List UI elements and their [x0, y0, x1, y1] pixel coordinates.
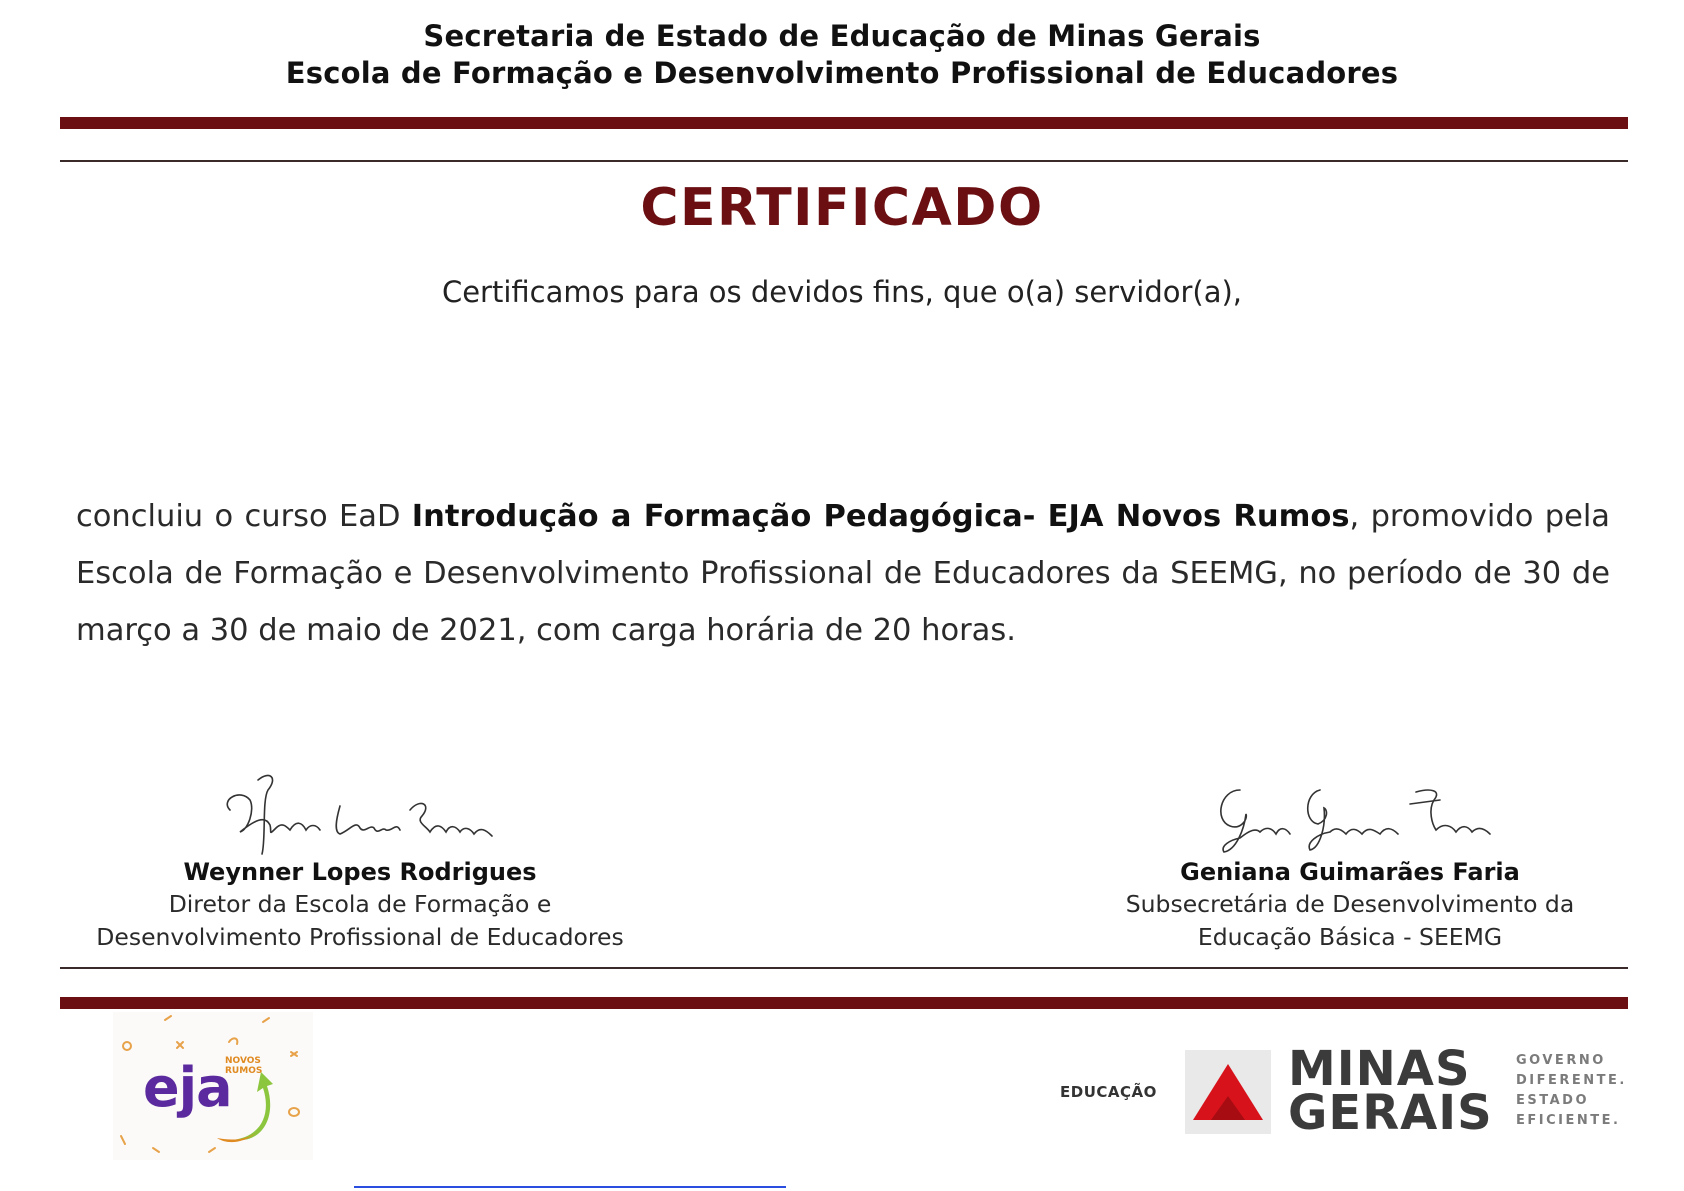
bottom-thin-rule: [60, 967, 1628, 969]
slogan-line-1: GOVERNO: [1516, 1053, 1606, 1068]
top-thin-rule: [60, 160, 1628, 162]
body-pre: concluiu o curso EaD: [76, 499, 412, 534]
minas-triangle-box: [1185, 1050, 1271, 1134]
signer-left-role-1: Diretor da Escola de Formação e: [168, 890, 552, 918]
signature-right-handwriting: [1200, 770, 1500, 856]
certificate-body: [76, 488, 1610, 659]
course-name: Introdução a Formação Pedagógica- EJA Novos Rumos: [411, 499, 1350, 534]
signer-right-name: Geniana Guimarães Faria: [1180, 858, 1520, 886]
header-secretariat: Secretaria de Estado de Educação de Minas Gerais: [423, 19, 1261, 53]
minas-triangle-icon: [1185, 1050, 1271, 1134]
signer-left-name: Weynner Lopes Rodrigues: [183, 858, 537, 886]
slogan-line-3: ESTADO: [1516, 1093, 1590, 1108]
signature-left-handwriting: [210, 770, 510, 856]
signer-right-role-2: Educação Básica - SEEMG: [1197, 923, 1503, 951]
body-post: , promovido pela Escola de Formação e Desenvolvimento Profissional de Educadores da SEEMG, no período de 30 de março a 30 de maio de 2021, com carga horária de 20 horas.: [76, 499, 1611, 648]
certificate-header: [0, 18, 1684, 92]
link-underline[interactable]: [354, 1186, 786, 1188]
slogan-line-4: EFICIENTE.: [1516, 1113, 1621, 1128]
minas-word: MINAS: [1288, 1041, 1471, 1097]
eja-logo-word: eja: [143, 1056, 232, 1119]
header-school: Escola de Formação e Desenvolvimento Profissional de Educadores: [285, 56, 1399, 90]
signature-block-right: [1110, 770, 1590, 954]
signature-block-left: [70, 770, 650, 954]
minas-gerais-logo: [1060, 1041, 1640, 1141]
bottom-thick-rule: [60, 997, 1628, 1009]
certificate-title: CERTIFICADO: [640, 178, 1044, 238]
top-thick-rule: [60, 117, 1628, 129]
signer-right-role-1: Subsecretária de Desenvolvimento da: [1125, 890, 1575, 918]
eja-logo-small-text: NOVOS RUMOS: [225, 1056, 263, 1076]
education-label: EDUCAÇÃO: [1060, 1083, 1157, 1101]
eja-logo: [113, 1012, 313, 1160]
signer-left-role-2: Desenvolvimento Profissional de Educadores: [96, 923, 624, 951]
slogan-line-2: DIFERENTE.: [1516, 1073, 1627, 1088]
gerais-word: GERAIS: [1288, 1085, 1493, 1141]
intro-text: Certificamos para os devidos fins, que o(a) servidor(a),: [441, 275, 1243, 309]
